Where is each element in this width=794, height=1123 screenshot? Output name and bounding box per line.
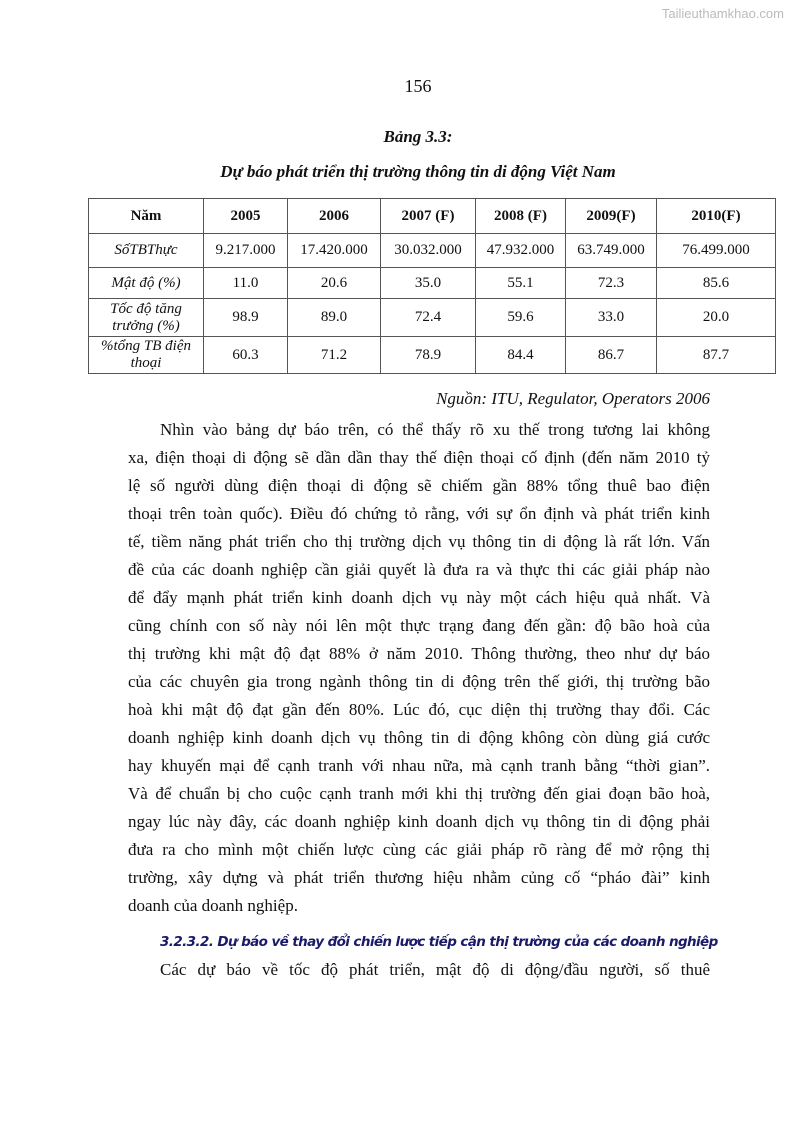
table-cell: 86.7 (566, 337, 657, 374)
paragraph-line: hoà khi mật độ đạt gần đến 80%. Lúc đó, cục diện thị trường thay đổi. Các (128, 700, 710, 719)
table-cell: 9.217.000 (204, 234, 288, 268)
table-source: Nguồn: ITU, Regulator, Operators 2006 (436, 389, 710, 408)
paragraph-line: Và để chuẩn bị cho cuộc cạnh tranh mới khi thị trường đến giai đoạn bão hoà, (128, 784, 710, 803)
row-label: Tốc độ tăng trưởng (%) (89, 299, 204, 337)
section-heading: 3.2.3.2. Dự báo về thay đổi chiến lược tiếp cận thị trường của các doanh nghiệp (160, 934, 718, 950)
table-cell: 84.4 (476, 337, 566, 374)
paragraph-line: ngay lúc này đây, các doanh nghiệp kinh doanh dịch vụ thông tin di động phải (128, 812, 710, 831)
table-cell: 72.4 (381, 299, 476, 337)
column-header: 2007 (F) (381, 199, 476, 234)
row-label: SốTBThực (89, 234, 204, 268)
table-cell: 20.6 (288, 268, 381, 299)
table-row (89, 234, 776, 268)
body-paragraph (128, 418, 710, 922)
paragraph-line: đưa ra cho mình một chiến lược cùng các giải pháp rõ ràng để mở rộng thị (128, 840, 710, 859)
table-cell: 72.3 (566, 268, 657, 299)
table-cell: 11.0 (204, 268, 288, 299)
column-header: 2006 (288, 199, 381, 234)
table-row (89, 337, 776, 374)
header-row (89, 199, 776, 234)
paragraph-line: cũng chính con số này nói lên một thực trạng đang đến gần: độ bão hoà của (128, 616, 710, 635)
paragraph-line: trường, xây dựng và phát triển thương hiệu nhằm củng cố “pháo đài” kinh (128, 868, 710, 887)
paragraph-line: thị trường khi mật độ đạt 88% ở năm 2010. Thông thường, theo như dự báo (128, 644, 710, 663)
page-number: 156 (404, 76, 432, 96)
row-label: %tổng TB điện thoại (89, 337, 204, 374)
table-title: Bảng 3.3: (383, 127, 453, 146)
column-header: 2008 (F) (476, 199, 566, 234)
paragraph-line: hay khuyến mại để cạnh tranh với nhau nữa, mà cạnh tranh bằng “thời gian”. (128, 756, 710, 775)
paragraph-line: xa, điện thoại di động sẽ dần dần thay thế điện thoại cố định (đến năm 2010 tỷ (128, 448, 710, 467)
table-cell: 60.3 (204, 337, 288, 374)
paragraph-line: tế, tiềm năng phát triển cho thị trường dịch vụ thông tin di động là rất lớn. Vấn (128, 532, 710, 551)
table-cell: 85.6 (657, 268, 776, 299)
table-cell: 63.749.000 (566, 234, 657, 268)
paragraph-line: của các chuyên gia trong ngành thông tin di động trên thế giới, thị trường bão (128, 672, 710, 691)
table-cell: 33.0 (566, 299, 657, 337)
table-cell: 78.9 (381, 337, 476, 374)
table-cell: 59.6 (476, 299, 566, 337)
watermark: Tailieuthamkhao.com (661, 6, 784, 21)
column-header: 2009(F) (566, 199, 657, 234)
table-row (89, 268, 776, 299)
column-header: Năm (89, 199, 204, 234)
table-cell: 55.1 (476, 268, 566, 299)
table-cell: 47.932.000 (476, 234, 566, 268)
column-header: 2010(F) (657, 199, 776, 234)
table-cell: 20.0 (657, 299, 776, 337)
paragraph-line: Nhìn vào bảng dự báo trên, có thể thấy rõ xu thế trong tương lai không (160, 420, 710, 439)
paragraph-line: doanh của doanh nghiệp. (128, 896, 298, 915)
table-cell: 76.499.000 (657, 234, 776, 268)
paragraph-line: doanh nghiệp kinh doanh dịch vụ thông tin di động không còn dùng giá cước (128, 728, 710, 747)
row-label: Mật độ (%) (89, 268, 204, 299)
column-header: 2005 (204, 199, 288, 234)
table-cell: 89.0 (288, 299, 381, 337)
table-cell: 87.7 (657, 337, 776, 374)
body-paragraph-start: Các dự báo về tốc độ phát triển, mật độ di động/đầu người, số thuê (160, 960, 710, 979)
table-cell: 30.032.000 (381, 234, 476, 268)
paragraph-line: lệ số người dùng điện thoại di động sẽ chiếm gần 88% tổng thuê bao điện (128, 476, 710, 495)
table-subtitle: Dự báo phát triển thị trường thông tin di động Việt Nam (220, 162, 616, 181)
table-cell: 17.420.000 (288, 234, 381, 268)
forecast-table (88, 198, 776, 374)
table-cell: 98.9 (204, 299, 288, 337)
table-cell: 35.0 (381, 268, 476, 299)
paragraph-line: đề của các doanh nghiệp cần giải quyết là đưa ra và thực thi các giải pháp nào (128, 560, 710, 579)
table-cell: 71.2 (288, 337, 381, 374)
paragraph-line: thoại trên toàn quốc). Điều đó chứng tỏ rằng, với sự ổn định và phát triển kinh (128, 504, 710, 523)
table-row (89, 299, 776, 337)
paragraph-line: để đẩy mạnh phát triển kinh doanh dịch vụ này một cách hiệu quả nhất. Và (128, 588, 710, 607)
